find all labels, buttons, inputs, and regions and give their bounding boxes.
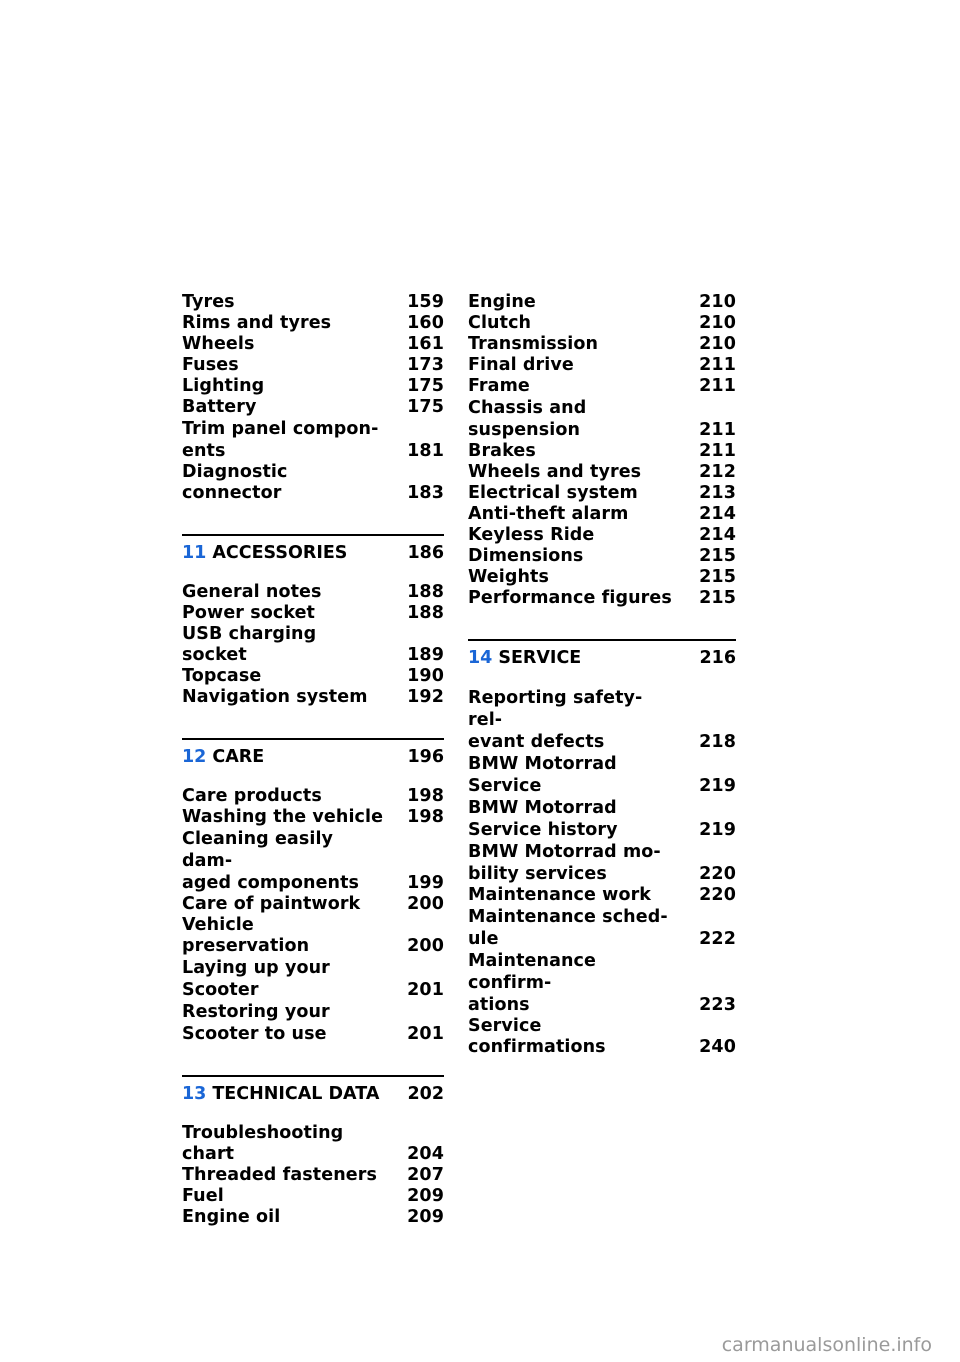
toc-entry[interactable] [182,334,444,355]
section-title: CARE [212,747,265,767]
toc-entry-page: 204 [407,1144,444,1164]
toc-entry-page: 211 [699,441,736,461]
toc-entry-title: Laying up your Scooter [182,958,330,1000]
toc-entry-title: Dimensions [468,546,584,566]
toc-column-right [468,292,736,1058]
toc-entry-title: Service confirmations [468,1016,606,1057]
toc-entry-title: BMW Motorrad Service history [468,798,618,840]
toc-entry[interactable] [182,582,444,603]
toc-entry[interactable] [468,355,736,376]
section-heading[interactable] [468,639,736,669]
toc-entry-title: Chassis and suspension [468,398,587,440]
toc-entry-title: Reporting safety-rel- evant defects [468,688,643,752]
toc-entry[interactable] [468,885,736,906]
toc-entry-page: 220 [699,864,736,884]
toc-entry-title: Vehicle preservation [182,915,310,956]
toc-entry-page: 210 [699,292,736,312]
toc-entry[interactable] [182,397,444,418]
toc-entry-title: Brakes [468,441,536,461]
toc-entry[interactable] [182,1165,444,1186]
section-page: 196 [407,747,444,767]
toc-entry[interactable] [182,418,444,462]
section-heading[interactable] [182,534,444,564]
toc-entry[interactable] [182,786,444,807]
toc-entry[interactable] [468,397,736,441]
toc-entry-title: Engine [468,292,536,312]
section-page: 216 [699,648,736,668]
toc-entry-page: 181 [407,441,444,461]
toc-entry-title: Washing the vehicle [182,807,384,827]
toc-entry-page: 199 [407,873,444,893]
toc-entry-title: Transmission [468,334,599,354]
toc-entry-page: 211 [699,420,736,440]
toc-entry[interactable] [468,588,736,609]
toc-entry-page: 215 [699,567,736,587]
toc-entry-page: 222 [699,929,736,949]
toc-entry[interactable] [182,462,444,504]
toc-entry-page: 214 [699,525,736,545]
toc-entry-page: 209 [407,1207,444,1227]
toc-entry[interactable] [468,797,736,841]
section-title: SERVICE [498,648,582,668]
section-number: 14 [468,648,493,668]
toc-entry[interactable] [182,666,444,687]
toc-entry[interactable] [182,828,444,894]
toc-entry[interactable] [182,807,444,828]
toc-entry[interactable] [182,624,444,666]
toc-entry-title: Trim panel compon- ents [182,419,379,461]
toc-entry[interactable] [468,376,736,397]
toc-entry[interactable] [468,546,736,567]
toc-entry[interactable] [468,483,736,504]
toc-entry[interactable] [468,441,736,462]
section-page: 186 [407,543,444,563]
toc-entry-title: Diagnostic connector [182,462,288,503]
toc-entry-title: Performance figures [468,588,672,608]
section-title: ACCESSORIES [212,543,348,563]
toc-entry[interactable] [468,906,736,950]
section-number: 11 [182,543,207,563]
toc-entry[interactable] [182,1186,444,1207]
toc-entry-page: 201 [407,1024,444,1044]
toc-entry[interactable] [182,603,444,624]
toc-entry-page: 190 [407,666,444,686]
toc-entry-page: 173 [407,355,444,375]
toc-entry-page: 189 [407,645,444,665]
toc-entry-title: Clutch [468,313,532,333]
toc-entry-title: Final drive [468,355,574,375]
toc-entry-title: General notes [182,582,322,602]
toc-entry-page: 210 [699,334,736,354]
toc-entry-title: Lighting [182,376,265,396]
section-title: TECHNICAL DATA [212,1084,380,1104]
toc-entry-page: 211 [699,376,736,396]
toc-entry-page: 183 [407,483,444,503]
toc-entry[interactable] [182,313,444,334]
toc-entry[interactable] [468,950,736,1016]
toc-entry-title: Tyres [182,292,235,312]
toc-entry-page: 201 [407,980,444,1000]
toc-entry-title: Power socket [182,603,316,623]
toc-entry[interactable] [182,957,444,1001]
toc-entry-page: 223 [699,995,736,1015]
toc-entry-title: USB charging socket [182,624,317,665]
toc-entry[interactable] [468,1016,736,1058]
toc-entry-page: 220 [699,885,736,905]
toc-entry[interactable] [468,567,736,588]
toc-entry-page: 160 [407,313,444,333]
toc-entry-page: 219 [699,820,736,840]
toc-entry-page: 213 [699,483,736,503]
toc-entry-title: Wheels [182,334,255,354]
toc-entry[interactable] [182,1123,444,1165]
toc-entry-title: BMW Motorrad mo- bility services [468,842,661,884]
toc-entry-page: 215 [699,546,736,566]
toc-entry-title: Frame [468,376,530,396]
toc-entry[interactable] [182,687,444,708]
toc-entry-title: Weights [468,567,550,587]
toc-entry[interactable] [182,292,444,313]
toc-entry[interactable] [468,841,736,885]
toc-entry-title: Fuel [182,1186,224,1206]
toc-entry-title: Rims and tyres [182,313,332,333]
toc-entry-title: Wheels and tyres [468,462,642,482]
toc-entry-title: Electrical system [468,483,638,503]
toc-column-left [182,292,444,1228]
toc-entry[interactable] [468,753,736,797]
toc-entry-page: 175 [407,376,444,396]
toc-entry-page: 218 [699,732,736,752]
toc-entry-title: Fuses [182,355,239,375]
section-heading[interactable] [182,738,444,768]
toc-entry[interactable] [182,355,444,376]
toc-entry-page: 219 [699,776,736,796]
toc-entry[interactable] [468,292,736,313]
toc-entry-page: 192 [407,687,444,707]
toc-entry-page: 207 [407,1165,444,1185]
toc-entry-title: Anti-theft alarm [468,504,629,524]
toc-entry-page: 209 [407,1186,444,1206]
toc-entry[interactable] [468,462,736,483]
toc-entry-page: 175 [407,397,444,417]
toc-entry-page: 200 [407,936,444,956]
toc-entry[interactable] [468,334,736,355]
toc-entry[interactable] [182,1001,444,1045]
toc-entry-title: Topcase [182,666,262,686]
toc-entry-page: 210 [699,313,736,333]
toc-entry-title: Care of paintwork [182,894,361,914]
toc-entry-page: 215 [699,588,736,608]
toc-entry-title: Troubleshooting chart [182,1123,344,1164]
toc-entry-title: Restoring your Scooter to use [182,1002,330,1044]
toc-entry-title: Maintenance confirm- ations [468,951,596,1015]
toc-entry-page: 161 [407,334,444,354]
toc-entry-title: Threaded fasteners [182,1165,377,1185]
toc-entry[interactable] [468,687,736,753]
toc-entry-page: 188 [407,582,444,602]
toc-entry-page: 211 [699,355,736,375]
toc-entry-title: Navigation system [182,687,368,707]
toc-entry-title: Maintenance work [468,885,652,905]
toc-entry[interactable] [182,1207,444,1228]
toc-entry-title: Battery [182,397,257,417]
toc-entry-page: 200 [407,894,444,914]
toc-entry-page: 188 [407,603,444,623]
toc-entry[interactable] [468,504,736,525]
toc-entry-page: 212 [699,462,736,482]
toc-entry[interactable] [182,376,444,397]
toc-entry-title: Keyless Ride [468,525,595,545]
toc-entry-page: 214 [699,504,736,524]
section-heading[interactable] [182,1075,444,1105]
toc-entry-title: Cleaning easily dam- aged components [182,829,360,893]
watermark-footer[interactable]: carmanualsonline.info [721,1334,932,1356]
toc-entry[interactable] [468,525,736,546]
toc-entry-page: 240 [699,1037,736,1057]
toc-entry-title: Care products [182,786,322,806]
toc-entry[interactable] [182,915,444,957]
toc-entry-page: 198 [407,786,444,806]
section-number: 13 [182,1084,207,1104]
toc-entry-title: Maintenance sched- ule [468,907,668,949]
toc-entry-title: BMW Motorrad Service [468,754,617,796]
section-number: 12 [182,747,207,767]
section-page: 202 [407,1084,444,1104]
toc-entry[interactable] [182,894,444,915]
toc-entry[interactable] [468,313,736,334]
toc-entry-page: 198 [407,807,444,827]
toc-entry-page: 159 [407,292,444,312]
toc-entry-title: Engine oil [182,1207,281,1227]
